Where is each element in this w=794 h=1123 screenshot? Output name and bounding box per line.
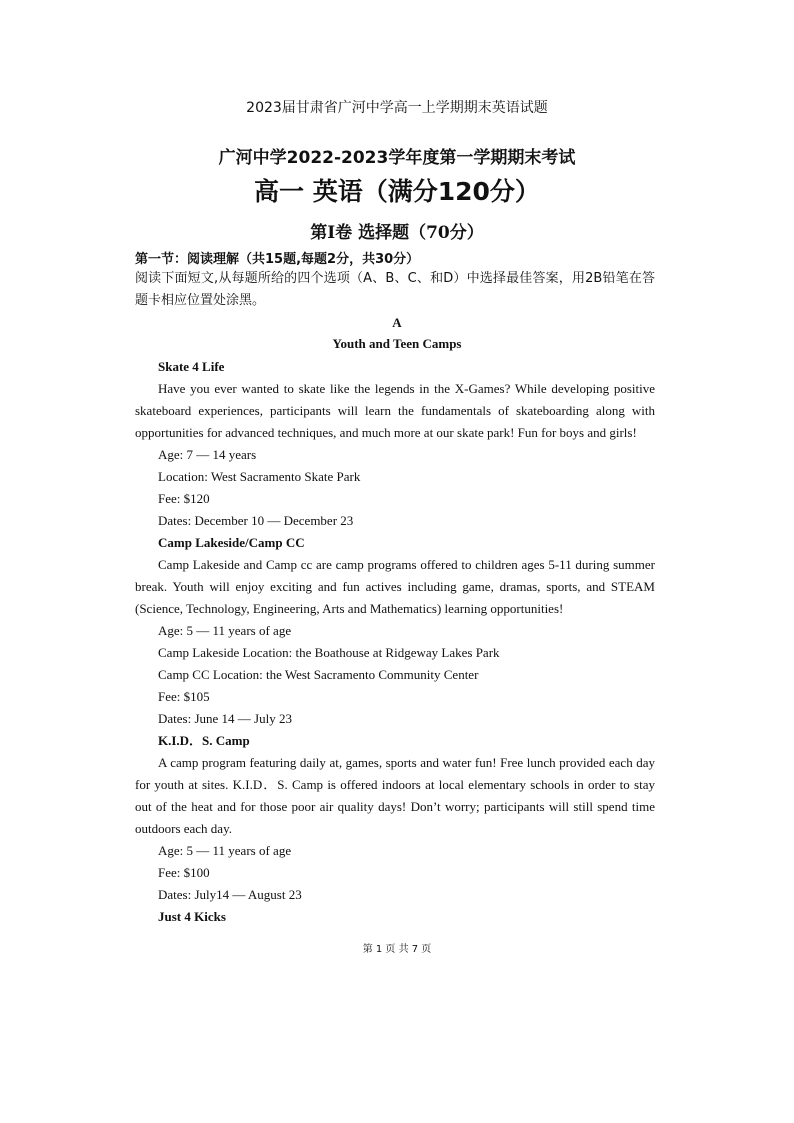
passage-body bbox=[135, 356, 655, 928]
camp-detail-fee: Fee: $105 bbox=[158, 689, 210, 704]
section-instructions: 阅读下面短文,从每题所给的四个选项（A、B、C、和D）中选择最佳答案，用2B铅笔在答题卡相应位置处涂黑。 bbox=[135, 271, 655, 308]
camp-name-lakeside-cc: Camp Lakeside/Camp CC bbox=[158, 535, 305, 550]
part-title: 第Ⅰ卷 选择题（70分） bbox=[310, 223, 484, 243]
camp-detail-fee: Fee: $100 bbox=[158, 865, 210, 880]
camp-description-lakeside-cc: Camp Lakeside and Camp cc are camp programs offered to children ages 5-11 during summer break. Youth will enjoy exciting and fun actives including game, dramas, sports, and STEAM (Science, Technology, Engineering, Arts and Mathematics) learning opportunities! bbox=[135, 557, 655, 616]
camp-detail-dates: Dates: July14 — August 23 bbox=[158, 887, 302, 902]
camp-description-skate-4-life: Have you ever wanted to skate like the legends in the X-Games? While developing positive skateboard experiences, participants will learn the fundamentals of skateboarding along with opportunities for advanced techniques, and much more at our skate park! Fun for boys and girls! bbox=[135, 381, 655, 440]
camp-detail-location-cc: Camp CC Location: the West Sacramento Community Center bbox=[158, 667, 479, 682]
passage-title: Youth and Teen Camps bbox=[332, 336, 462, 351]
camp-detail-location-lakeside: Camp Lakeside Location: the Boathouse at Ridgeway Lakes Park bbox=[158, 645, 500, 660]
camp-detail-age: Age: 5 — 11 years of age bbox=[158, 623, 292, 638]
camp-detail-fee: Fee: $120 bbox=[158, 491, 210, 506]
camp-detail-dates: Dates: June 14 — July 23 bbox=[158, 711, 292, 726]
exam-title: 广河中学2022-2023学年度第一学期期末考试 bbox=[218, 148, 576, 168]
section-heading: 第一节：阅读理解（共15题,每题2分，共30分） bbox=[135, 252, 420, 267]
camp-name-just-4-kicks: Just 4 Kicks bbox=[158, 909, 226, 924]
camp-detail-location: Location: West Sacramento Skate Park bbox=[158, 469, 361, 484]
camp-name-kids-camp: K.I.D．S. Camp bbox=[158, 733, 250, 748]
passage-letter: A bbox=[392, 315, 402, 330]
page-number-footer: 第 1 页 共 7 页 bbox=[362, 944, 432, 955]
camp-description-kids-camp: A camp program featuring daily at, games, sports and water fun! Free lunch provided each day for youth at sites. K.I.D．S. Camp is offered indoors at local elementary schools in order to stay out of the heat and for those poor air quality days! Don’t worry; participants will still spend time outdoors each day. bbox=[135, 755, 655, 836]
subject-title: 高一 英语（满分120分） bbox=[254, 177, 540, 206]
camp-detail-dates: Dates: December 10 — December 23 bbox=[158, 513, 354, 528]
camp-name-skate-4-life: Skate 4 Life bbox=[158, 359, 225, 374]
document-top-title: 2023届甘肃省广河中学高一上学期期末英语试题 bbox=[246, 100, 548, 116]
camp-detail-age: Age: 7 — 14 years bbox=[158, 447, 257, 462]
camp-detail-age: Age: 5 — 11 years of age bbox=[158, 843, 292, 858]
